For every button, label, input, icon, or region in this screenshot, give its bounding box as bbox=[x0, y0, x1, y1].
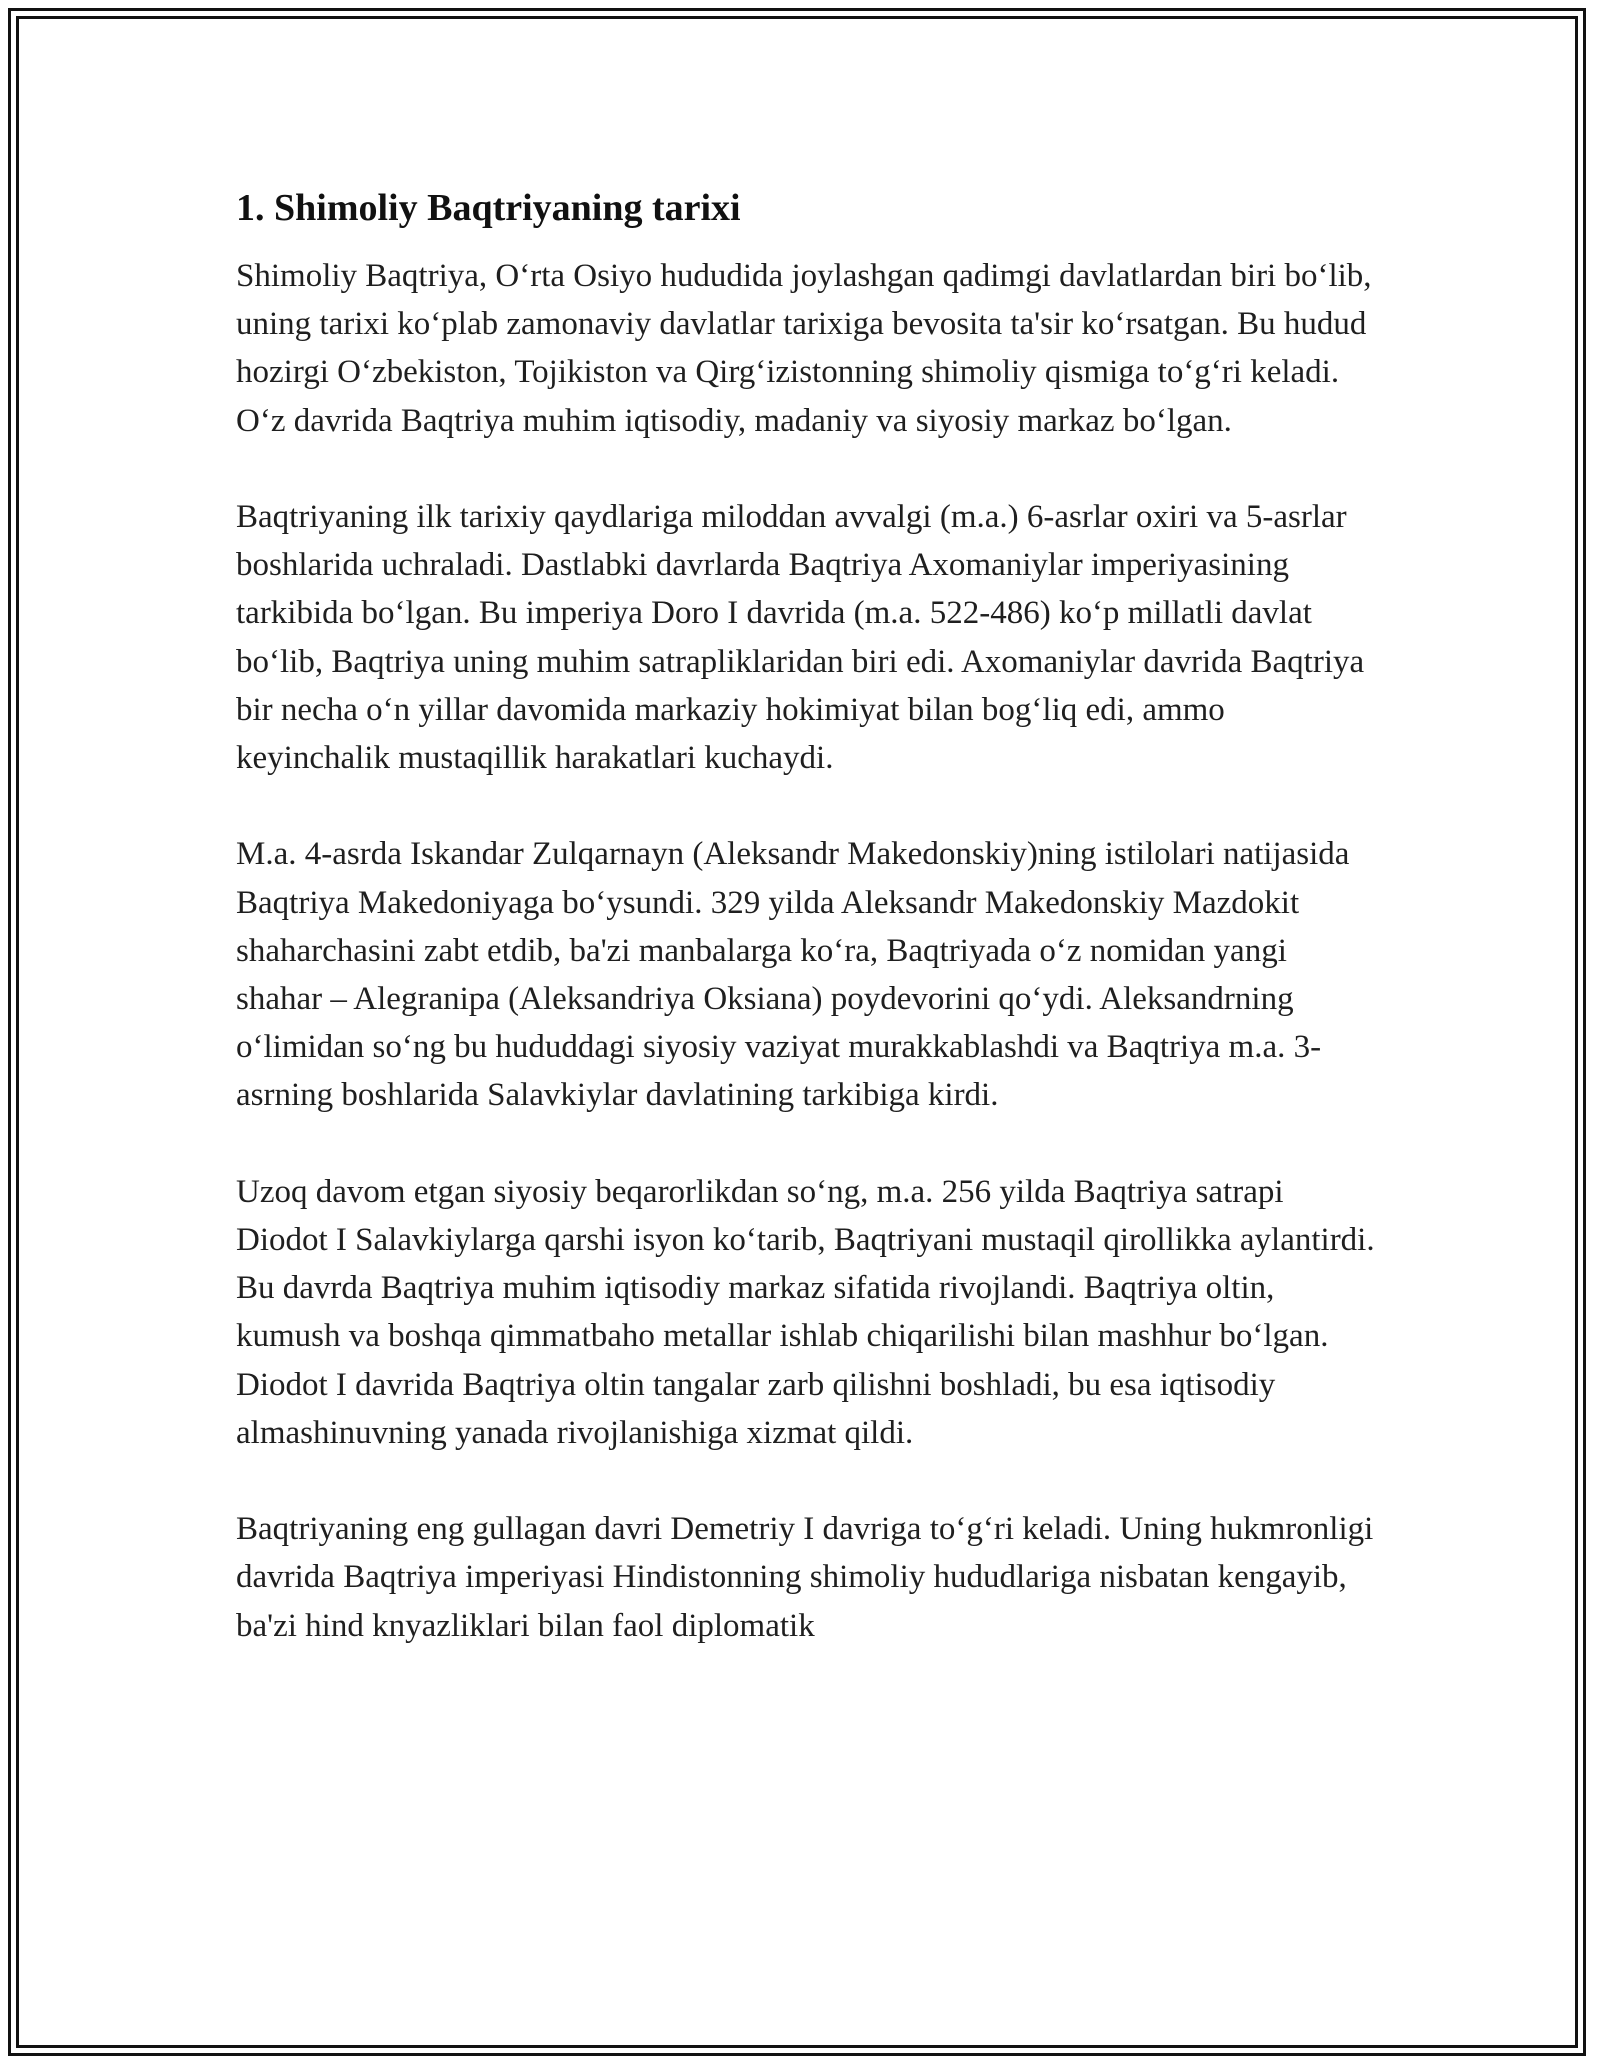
paragraph-4: Uzoq davom etgan siyosiy beqarorlikdan so‘ng, m.a. 256 yilda Baqtriya satrapi Diodot I Salavkiylarga qarshi isyon ko‘tarib, Baqtriyani mustaqil qirollikka aylantirdi. Bu davrda Baqtriya muhim iqtisodiy markaz sifatida rivojlandi. Baqtriya oltin, kumush va boshqa qimmatbaho metallar ishlab chiqarilishi bilan mashhur bo‘lgan. Diodot I davrida Baqtriya oltin tangalar zarb qilishni boshladi, bu esa iqtisodiy almashinuvning yanada rivojlanishiga xizmat qildi. bbox=[236, 1173, 1375, 1451]
section-title: 1. Shimoliy Baqtriyaning tarixi bbox=[236, 187, 741, 229]
paragraph-2: Baqtriyaning ilk tarixiy qaydlariga miloddan avvalgi (m.a.) 6-asrlar oxiri va 5-asrlar boshlarida uchraladi. Dastlabki davrlarda Baqtriya Axomaniylar imperiyasining tarkibida bo‘lgan. Bu imperiya Doro I davrida (m.a. 522-486) ko‘p millatli davlat bo‘lib, Baqtriya uning muhim satrapliklaridan biri edi. Axomaniylar davrida Baqtriya bir necha o‘n yillar davomida markaziy hokimiyat bilan bog‘liq edi, ammo keyinchalik mustaqillik harakatlari kuchaydi. bbox=[236, 499, 1365, 777]
paragraph-5: Baqtriyaning eng gullagan davri Demetriy I davriga to‘g‘ri keladi. Uning hukmronligi davrida Baqtriya imperiyasi Hindistonning shimoliy hududlariga nisbatan kengayib, ba'zi hind knyazliklari bilan faol diplomatik bbox=[236, 1511, 1374, 1644]
paragraph-3: M.a. 4-asrda Iskandar Zulqarnayn (Aleksandr Makedonskiy)ning istilolari natijasida Baqtriya Makedoniyaga bo‘ysundi. 329 yilda Aleksandr Makedonskiy Mazdokit shaharchasini zabt etdib, ba'zi manbalarga ko‘ra, Baqtriyada o‘z nomidan yangi shahar – Alegranipa (Aleksandriya Oksiana) poydevorini qo‘ydi. Aleksandrning o‘limidan so‘ng bu hududdagi siyosiy vaziyat murakkablashdi va Baqtriya m.a. 3-asrning boshlarida Salavkiylar davlatining tarkibiga kirdi. bbox=[236, 836, 1350, 1114]
document-body bbox=[236, 184, 1376, 1698]
paragraph-1: Shimoliy Baqtriya, O‘rta Osiyo hududida joylashgan qadimgi davlatlardan biri bo‘lib, uning tarixi ko‘plab zamonaviy davlatlar tarixiga bevosita ta'sir ko‘rsatgan. Bu hudud hozirgi O‘zbekiston, Tojikiston va Qirg‘izistonning shimoliy qismiga to‘g‘ri keladi. O‘z davrida Baqtriya muhim iqtisodiy, madaniy va siyosiy markaz bo‘lgan. bbox=[236, 258, 1372, 439]
